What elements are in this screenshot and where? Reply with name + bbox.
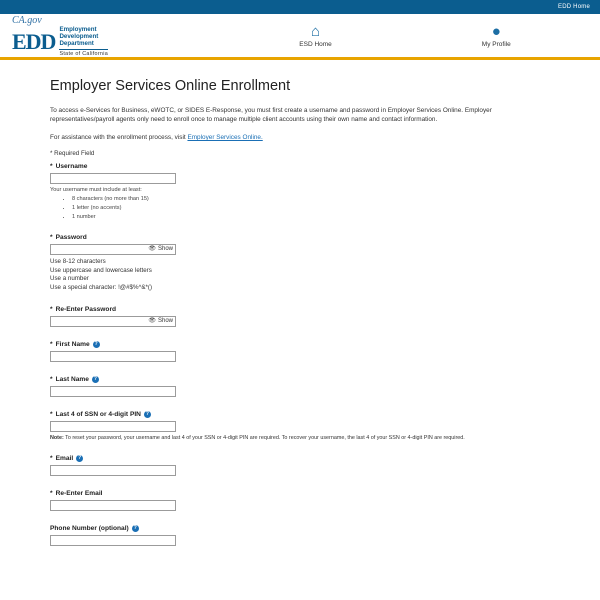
password-rule: Use a number: [50, 275, 89, 282]
username-required-star: *: [50, 163, 53, 170]
list-item: • 1 number: [72, 214, 550, 220]
email-label-text: Email: [55, 455, 74, 462]
password-label-text: Password: [55, 234, 87, 241]
reenter-password-input-wrapper: [50, 316, 176, 327]
password-input-wrapper: [50, 244, 176, 255]
page-intro: To access e-Services for Business, eWOTC, or SIDES E-Response, you must first create a username and password in Employer Services Online. Employer representatives/payroll agents only need to enroll once to manage multiple client accounts using their own name and contact information.: [50, 107, 492, 123]
reenter-email-input[interactable]: [50, 500, 176, 511]
password-rule: Use 8-12 characters: [50, 258, 106, 265]
eye-icon: 👁: [148, 318, 156, 324]
reenter-password-show-label: Show: [157, 318, 173, 324]
last4-note: [50, 435, 520, 441]
field-last-name: [50, 376, 550, 397]
assistance-text: [50, 134, 550, 141]
header-nav: [222, 23, 588, 48]
phone-label: [50, 525, 550, 532]
edd-department-name: [59, 26, 108, 58]
list-item: • 1 letter (no accents): [72, 205, 550, 211]
first-name-label-text: First Name: [55, 341, 90, 348]
reenter-password-required-star: *: [50, 306, 53, 313]
first-name-input[interactable]: [50, 351, 176, 362]
list-item: • 8 characters (no more than 15): [72, 196, 550, 202]
password-show-toggle[interactable]: [148, 245, 173, 254]
phone-label-text: Phone Number (optional): [50, 525, 129, 532]
edd-name-line-3: Department: [59, 39, 94, 47]
edd-letters: EDD: [12, 28, 56, 54]
email-input[interactable]: [50, 465, 176, 476]
field-last4-ssn-pin: [50, 411, 550, 441]
last-name-input[interactable]: [50, 386, 176, 397]
edd-logo[interactable]: [12, 14, 222, 58]
username-hint: Your username must include at least:: [50, 187, 142, 193]
assistance-prefix: For assistance with the enrollment process, visit: [50, 134, 188, 141]
reenter-password-label-text: Re-Enter Password: [55, 306, 117, 313]
field-username: [50, 163, 550, 220]
help-icon[interactable]: ?: [78, 455, 82, 461]
edd-name-line-2: Development: [59, 32, 99, 40]
username-requirements-list: [50, 196, 550, 220]
last4-input[interactable]: [50, 421, 176, 432]
site-header: [0, 14, 600, 60]
last4-label-text: Last 4 of SSN or 4-digit PIN: [55, 411, 141, 418]
last-name-required-star: *: [50, 376, 53, 383]
help-icon[interactable]: ?: [145, 411, 149, 417]
reenter-email-label: [50, 490, 550, 497]
eye-icon: 👁: [148, 246, 156, 252]
email-required-star: *: [50, 455, 53, 462]
reenter-password-show-toggle[interactable]: [148, 317, 173, 326]
first-name-required-star: *: [50, 341, 53, 348]
ca-gov-logo[interactable]: CA.gov: [12, 14, 42, 26]
reenter-email-required-star: *: [50, 490, 53, 497]
email-label: [50, 455, 550, 462]
required-field-note: * Required Field: [50, 150, 95, 157]
help-icon[interactable]: ?: [94, 341, 98, 347]
home-icon: ⌂: [311, 23, 321, 40]
first-name-label: [50, 341, 550, 348]
reenter-email-label-text: Re-Enter Email: [55, 490, 103, 497]
password-label: [50, 234, 550, 241]
user-icon: ●: [491, 23, 501, 40]
main-content: [0, 60, 600, 546]
reenter-password-label: [50, 306, 550, 313]
field-reenter-email: [50, 490, 550, 511]
username-label: [50, 163, 550, 170]
field-phone-number: [50, 525, 550, 546]
password-rule: Use uppercase and lowercase letters: [50, 266, 152, 274]
last4-label: [50, 411, 550, 418]
password-required-star: *: [50, 234, 53, 241]
nav-label-esd-home: ESD Home: [299, 41, 332, 48]
last-name-label: [50, 376, 550, 383]
page-title: Employer Services Online Enrollment: [50, 78, 291, 94]
username-input[interactable]: [50, 173, 176, 184]
nav-item-esd-home[interactable]: [299, 23, 332, 48]
help-icon[interactable]: ?: [133, 525, 137, 531]
last4-note-text: To reset your password, your username and last 4 of your SSN or 4-digit PIN are required. To recover your username, the last 4 of your SSN or 4-digit PIN are required.: [63, 435, 465, 441]
username-label-text: Username: [55, 163, 88, 170]
edd-home-link[interactable]: EDD Home: [558, 4, 590, 10]
last4-required-star: *: [50, 411, 53, 418]
edd-name-line-1: Employment: [59, 25, 97, 33]
last-name-label-text: Last Name: [55, 376, 89, 383]
field-first-name: [50, 341, 550, 362]
password-show-label: Show: [157, 246, 173, 252]
help-icon[interactable]: ?: [93, 376, 97, 382]
top-utility-bar: [0, 0, 600, 14]
password-rule: Use a special character: !@#$%^&*(): [50, 283, 153, 291]
field-email: [50, 455, 550, 476]
field-password: [50, 234, 550, 292]
phone-input[interactable]: [50, 535, 176, 546]
nav-item-my-profile[interactable]: [482, 23, 511, 48]
employer-services-online-link[interactable]: Employer Services Online.: [187, 134, 263, 141]
password-rules: [50, 258, 550, 292]
nav-label-my-profile: My Profile: [481, 41, 511, 48]
edd-state-subtitle: State of California: [59, 50, 109, 57]
last4-note-bold: Note:: [50, 435, 64, 441]
field-reenter-password: [50, 306, 550, 327]
